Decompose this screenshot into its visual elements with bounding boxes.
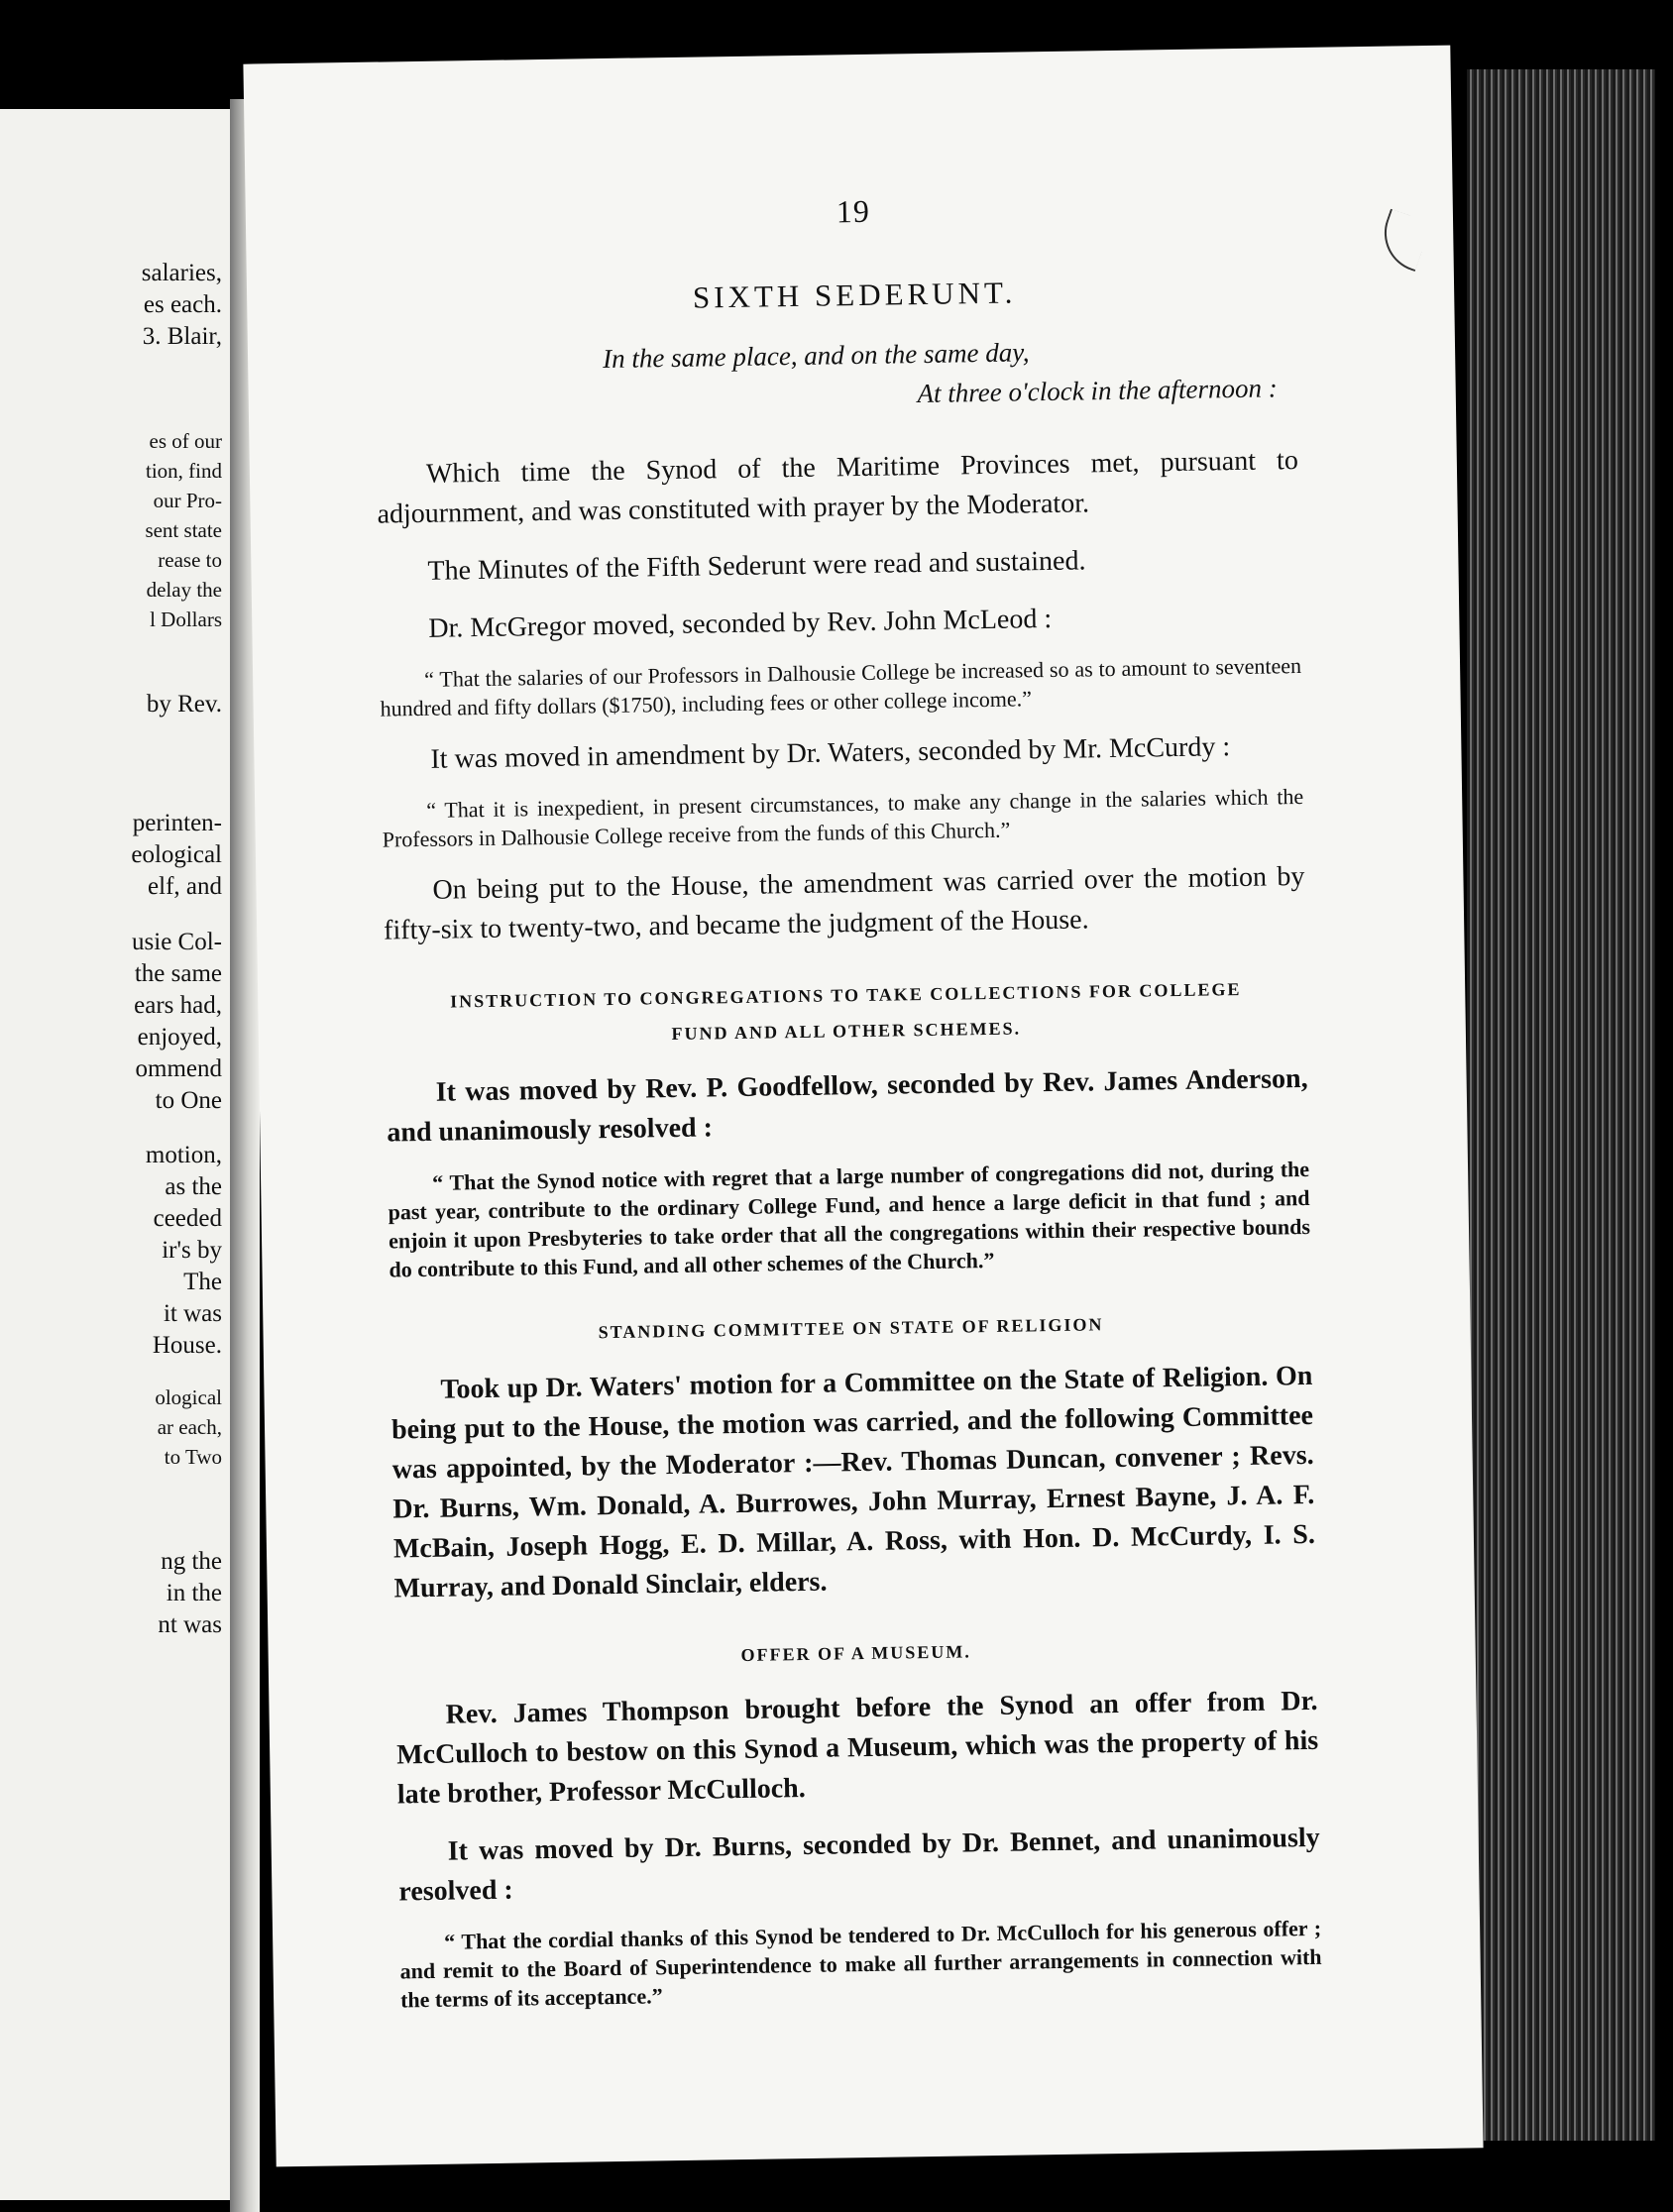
left-page-fragment: delay the (146, 578, 222, 602)
page-content (373, 186, 1323, 2014)
section-heading-collections (385, 970, 1307, 1056)
left-page-fragment: elf, and (148, 873, 222, 900)
left-page-fragment: House. (152, 1332, 222, 1359)
left-page-fragment: es each. (143, 291, 222, 318)
left-page-fragment: eological (131, 841, 222, 868)
dateline-place: In the same place, and on the same day, (602, 337, 1030, 375)
paragraph-vote: On being put to the House, the amendment was carried over the motion by fifty-six to twenty-two, and became the judgment of the House. (383, 860, 1305, 946)
left-page-fragment: enjoyed, (137, 1024, 222, 1051)
left-page-fragment: ng the (161, 1548, 222, 1575)
left-page-fragment: our Pro- (153, 489, 222, 512)
pencil-mark (1374, 209, 1432, 273)
paragraph-committee: Took up Dr. Waters' motion for a Committee on the State of Religion. On being put to the House, the motion was carried, and the following Committee was appointed, by the Moderator :—Rev. Thomas Duncan, convener ; Revs. Dr. Burns, Wm. Donald, A. Burrowes, John Murray, Ernest Bayne, J. A. F. McBain, Joseph Hogg, E. D. Millar, A. Ross, with Hon. D. McCurdy, I. S. Murray, and Donald Sinclair, elders. (390, 1360, 1316, 1604)
facing-left-page (0, 109, 230, 2200)
section-heading-museum: OFFER OF A MUSEUM. (740, 1641, 971, 1666)
quote-collections: “ That the Synod notice with regret that a large number of congregations did not, during the past year, contribute to the ordinary College Fund, and hence a large deficit in that fund ; and enjoin it upon Presbyteries to take order that all the congregations within their respective bounds do contribute to this Fund, and all other schemes of the Church.” (388, 1156, 1311, 1282)
dateline-time: At three o'clock in the afternoon : (917, 373, 1278, 409)
paragraph-minutes: The Minutes of the Fifth Sederunt were read and sustained. (427, 545, 1086, 587)
paragraph-opening: Which time the Synod of the Maritime Provinces met, pursuant to adjournment, and was constituted with prayer by the Moderator. (377, 445, 1299, 530)
left-page-fragment: ceeded (153, 1205, 222, 1232)
heading-line: FUND AND ALL OTHER SCHEMES. (671, 1018, 1022, 1045)
left-page-fragment: The (183, 1269, 222, 1295)
left-page-fragment: by Rev. (146, 691, 222, 718)
left-page-fragment: rease to (158, 548, 222, 572)
left-page-fragment: nt was (158, 1611, 222, 1638)
page-edges (1467, 69, 1655, 2141)
section-heading-religion: STANDING COMMITTEE ON STATE OF RELIGION (598, 1314, 1104, 1343)
left-page-fragment: motion, (145, 1142, 222, 1168)
left-page-fragment: usie Col- (132, 929, 222, 955)
quote-amendment: “ That it is inexpedient, in present circumstances, to make any change in the salaries which the Professors in Dalhousie College receive from the funds of this Church.” (382, 783, 1304, 852)
quote-salaries-motion: “ That the salaries of our Professors in Dalhousie College be increased so as to amount to seventeen hundred and fifty dollars ($1750), including fees or other college income.” (380, 653, 1302, 721)
left-page-fragment: ommend (135, 1055, 222, 1082)
left-page-fragment: it was (163, 1300, 222, 1327)
quote-thanks: “ That the cordial thanks of this Synod be tendered to Dr. McCulloch for his generous offer ; and remit to the Board of Superintendence to make all further arrangements in connection with the terms of its acceptance.” (399, 1915, 1322, 2013)
left-page-fragment: perinten- (132, 810, 222, 836)
left-page-fragment: ar each, (157, 1415, 222, 1439)
left-page-fragment: l Dollars (150, 608, 222, 631)
left-page-fragment: to One (155, 1087, 222, 1114)
left-page-fragment: to Two (164, 1445, 222, 1469)
paragraph-motion: Dr. McGregor moved, seconded by Rev. John McLeod : (428, 603, 1053, 644)
page-title: SIXTH SEDERUNT. (692, 275, 1017, 315)
left-page-fragment: ears had, (134, 992, 222, 1019)
left-page-fragment: the same (134, 960, 222, 987)
page-number: 19 (836, 192, 871, 230)
paragraph-museum-offer: Rev. James Thompson brought before the Synod an offer from Dr. McCulloch to bestow on this Synod a Museum, which was the property of his late brother, Professor McCulloch. (395, 1685, 1319, 1811)
book-page (243, 46, 1483, 2167)
left-page-fragment: salaries, (141, 260, 222, 286)
paragraph-goodfellow-motion: It was moved by Rev. P. Goodfellow, seconded by Rev. James Anderson, and unanimously resolved : (387, 1062, 1308, 1149)
left-page-fragment: in the (166, 1580, 222, 1606)
left-page-fragment: as the (165, 1173, 222, 1200)
left-page-fragment: tion, find (146, 459, 222, 483)
left-page-fragment: es of our (149, 429, 222, 453)
left-page-fragment: ological (155, 1385, 222, 1409)
paragraph-amendment: It was moved in amendment by Dr. Waters, seconded by Mr. McCurdy : (430, 731, 1231, 775)
left-page-fragment: sent state (145, 518, 222, 542)
left-page-fragment: ir's by (162, 1237, 222, 1264)
heading-line: INSTRUCTION TO CONGREGATIONS TO TAKE COLLECTIONS FOR COLLEGE (449, 978, 1242, 1012)
paragraph-thanks-motion: It was moved by Dr. Burns, seconded by Dr. Bennet, and unanimously resolved : (398, 1822, 1320, 1908)
left-page-fragment: 3. Blair, (142, 323, 222, 350)
